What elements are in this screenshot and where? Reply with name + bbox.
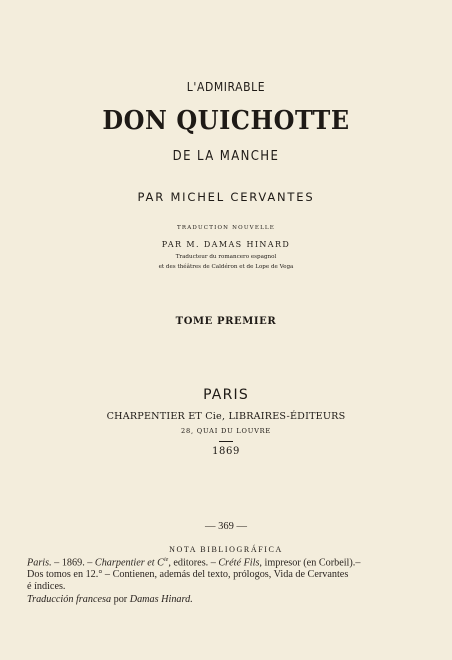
title-prefix: L'ADMIRABLE: [186, 80, 266, 94]
translation-label: TRADUCTION NOUVELLE: [176, 225, 275, 231]
volume-label: TOME PREMIER: [175, 316, 277, 327]
publisher-line: CHARPENTIER ET Cie, LIBRAIRES-ÉDITEURS: [106, 411, 346, 422]
note-line-1: Paris. – 1869. – Charpentier et $C^{ie}$, editores. – Crété Fils, impresor (en Corbeil).–: [27, 557, 361, 569]
note-line-3: é índices.: [27, 581, 66, 592]
book-title: DON QUICHOTTE: [102, 106, 350, 136]
author-line: PAR MICHEL CERVANTES: [137, 190, 315, 204]
publication-year: 1869: [212, 446, 240, 457]
note-heading: NOTA BIBLIOGRÁFICA: [169, 545, 283, 554]
translator-credit-1: Traducteur du romancero espagnol: [175, 254, 277, 260]
translator-credit-2: et des théâtres de Caldéron et de Lope de Vega: [158, 264, 294, 270]
publication-city: PARIS: [203, 387, 249, 403]
note-line-2: Dos tomos en 12.° – Contienen, además del texto, prólogos, Vida de Cervantes: [27, 569, 349, 580]
book-subtitle: DE LA MANCHE: [172, 149, 280, 164]
translator-line: PAR M. DAMAS HINARD: [161, 240, 291, 249]
divider: [219, 441, 233, 442]
page-number: — 369 —: [205, 521, 247, 532]
publisher-address: 28, QUAI DU LOUVRE: [180, 427, 272, 435]
note-line-4: Traducción francesa por Damas Hinard.: [27, 594, 193, 605]
